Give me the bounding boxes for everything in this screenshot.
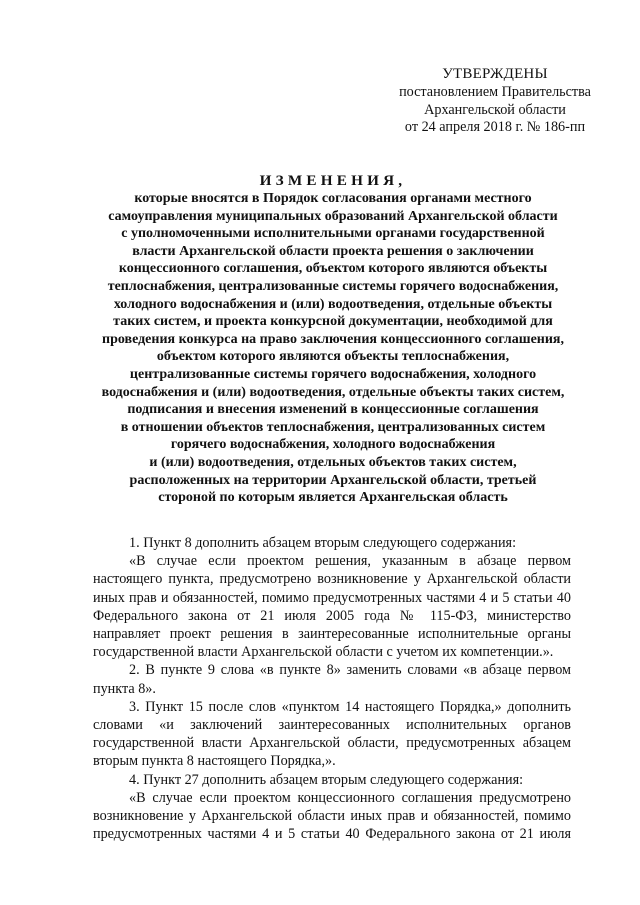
approval-date-line: от 24 апреля 2018 г. № 186-пп [404,119,586,136]
subtitle-line: проведения конкурса на право заключения концессионного соглашения, [102,331,564,347]
subtitle-line: централизованные системы горячего водоснабжения, холодного [129,366,537,382]
subtitle-line: которые вносятся в Порядок согласования органами местного [134,191,532,206]
subtitle-line: расположенных на территории Архангельской области, третьей [129,472,537,488]
document-body [93,534,571,843]
subtitle-line: таких систем, и проекта конкурсной документации, необходимой для [113,314,553,330]
subtitle-line: подписания и внесения изменений в концессионные соглашения [127,402,539,418]
amendment-item-2: 2. В пункте 9 слова «в пункте 8» заменить словами «в абзаце первом пункта 8». [93,662,571,697]
subtitle-line: концессионного соглашения, объектом которого являются объекты [118,261,548,277]
subtitle-line: горячего водоснабжения, холодного водоснабжения [170,437,496,453]
subtitle-line: с уполномоченными исполнительными органами государственной [121,226,545,242]
document-title: ИЗМЕНЕНИЯ, [259,172,407,189]
subtitle-line: стороной по которым является Архангельская область [158,490,508,506]
subtitle-line: самоуправления муниципальных образований Архангельской области [108,208,558,224]
approval-line: Архангельской области [424,101,566,118]
subtitle-line: власти Архангельской области проекта решения о заключении [132,243,534,259]
subtitle-line: холодного водоснабжения и (или) водоотведения, отдельные объекты [113,296,553,312]
amendment-item-4: 4. Пункт 27 дополнить абзацем вторым следующего содержания: [129,771,524,788]
subtitle-line: водоснабжения и (или) водоотведения, отдельные объекты таких систем, [101,384,565,400]
subtitle-line: и (или) водоотведения, отдельных объектов таких систем, [149,454,517,470]
approval-line: постановлением Правительства [399,83,591,100]
subtitle-line: в отношении объектов теплоснабжения, централизованных систем [120,419,546,435]
approval-title: УТВЕРЖДЕНЫ [442,66,548,82]
approval-stamp [360,66,630,137]
quoted-paragraph: «В случае если проектом решения, указанным в абзаце первом настоящего пункта, предусмотрено возникновение у Архангельской области иных прав и обязанностей, помимо предусмотренных частями 4 и 5 статьи 40 Федерального закона от 21 июля 2005 года № 115-ФЗ, министерство направляет проект решения в заинтересованные исполнительные органы государственной власти Архангельской области с учетом их компетенции.». [93,553,571,661]
subtitle-line: объектом которого являются объекты теплоснабжения, [156,349,510,365]
document-subtitle [70,190,596,507]
subtitle-line: теплоснабжения, централизованные системы горячего водоснабжения, [107,278,559,294]
amendment-item-1: 1. Пункт 8 дополнить абзацем вторым следующего содержания: [129,535,517,551]
quoted-paragraph: «В случае если проектом концессионного соглашения предусмотрено возникновение у Архангельской области иных прав и обязанностей, помимо предусмотренных частями 4 и 5 статьи 40 Федерального закона от 21 июля [93,789,571,843]
amendment-item-3: 3. Пункт 15 после слов «пунктом 14 настоящего Порядка,» дополнить словами «и заключений заинтересованных исполнительных органов государственной власти Архангельской области, предусмотренных абзацем вторым пункта 8 настоящего Порядка,». [93,698,571,770]
